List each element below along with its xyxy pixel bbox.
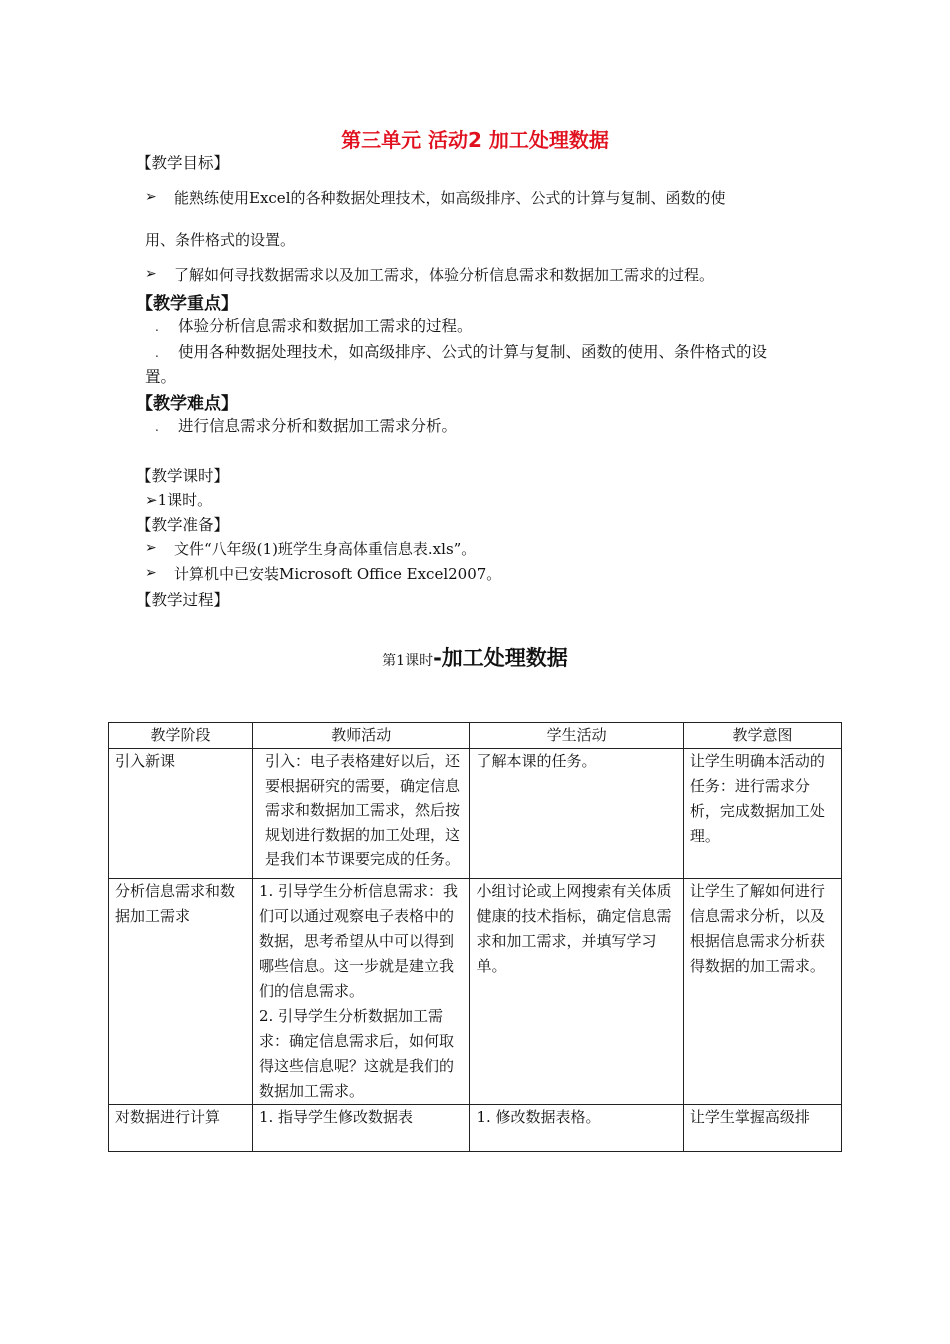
stage-cell: 对数据进行计算: [109, 1104, 253, 1151]
preparation-item-2: 计算机中已安装Microsoft Office Excel2007。: [174, 565, 502, 583]
lesson-title-main: -加工处理数据: [433, 646, 568, 670]
objective-item-2: 了解如何寻找数据需求以及加工需求，体验分析信息需求和数据加工需求的过程。: [174, 266, 715, 284]
key-points-heading: 【教学重点】: [136, 294, 238, 314]
objectives-heading: 【教学目标】: [136, 154, 230, 172]
column-header: 学生活动: [470, 723, 683, 749]
objective-item-1-line-2: 用、条件格式的设置。: [145, 231, 296, 249]
stage-cell: 分析信息需求和数据加工需求: [109, 878, 253, 1104]
hours-item: ➢1课时。: [145, 491, 213, 509]
teacher-activity-cell: [252, 878, 469, 1104]
list-marker: .: [155, 320, 159, 334]
teacher-activity-cell: 引入：电子表格建好以后，还要根据研究的需要，确定信息需求和数据加工需求，然后按规划进行数据的加工处理，这是我们本节课要完成的任务。: [252, 749, 469, 879]
document-title: 第三单元 活动2 加工处理数据: [341, 128, 609, 152]
list-marker: .: [155, 346, 159, 360]
bullet-icon: ➢: [145, 189, 157, 205]
preparation-item-1: 文件“八年级(1)班学生身高体重信息表.xls”。: [174, 540, 477, 558]
key-point-item-2-line-2: 置。: [145, 368, 177, 386]
key-point-item-2-line-1: 使用各种数据处理技术，如高级排序、公式的计算与复制、函数的使用、条件格式的设: [178, 343, 768, 361]
teacher-activity-paragraph: 1. 引导学生分析信息需求：我们可以通过观察电子表格中的数据，思考希望从中可以得到哪些信息。这一步就是建立我们的信息需求。: [258, 881, 459, 1000]
bullet-icon: ➢: [145, 266, 157, 282]
column-header: 教学阶段: [109, 723, 253, 749]
lesson-plan-table: [108, 722, 842, 1152]
objective-item-1-line-1: 能熟练使用Excel的各种数据处理技术，如高级排序、公式的计算与复制、函数的使: [174, 189, 726, 207]
table-header-row: [109, 723, 842, 749]
list-marker: .: [155, 420, 159, 434]
hours-heading: 【教学课时】: [136, 467, 230, 485]
stage-cell: 引入新课: [109, 749, 253, 879]
lesson-title: [0, 642, 950, 672]
bullet-icon: ➢: [145, 565, 157, 581]
preparation-heading: 【教学准备】: [136, 516, 230, 534]
table-row: [109, 878, 842, 1104]
lesson-title-prefix: 第1课时: [382, 653, 434, 669]
intent-cell: 让学生明确本活动的任务：进行需求分析，完成数据加工处理。: [683, 749, 841, 879]
intent-cell: 让学生掌握高级排: [683, 1104, 841, 1151]
student-activity-cell: 了解本课的任务。: [470, 749, 683, 879]
student-activity-cell: 小组讨论或上网搜索有关体质健康的技术指标，确定信息需求和加工需求，并填写学习单。: [470, 878, 683, 1104]
table-row: [109, 749, 842, 879]
column-header: 教师活动: [252, 723, 469, 749]
intent-cell: 让学生了解如何进行信息需求分析，以及根据信息需求分析获得数据的加工需求。: [683, 878, 841, 1104]
process-heading: 【教学过程】: [136, 591, 230, 609]
difficulties-heading: 【教学难点】: [136, 394, 238, 414]
bullet-icon: ➢: [145, 540, 157, 556]
student-activity-cell: 1. 修改数据表格。: [470, 1104, 683, 1151]
teacher-activity-paragraph: 2. 引导学生分析数据加工需求：确定信息需求后，如何取得这些信息呢？这就是我们的数据加工需求。: [258, 1006, 454, 1100]
difficulty-item-1: 进行信息需求分析和数据加工需求分析。: [178, 417, 458, 435]
column-header: 教学意图: [683, 723, 841, 749]
key-point-item-1: 体验分析信息需求和数据加工需求的过程。: [178, 317, 473, 335]
teacher-activity-cell: 1. 指导学生修改数据表: [252, 1104, 469, 1151]
table-row: [109, 1104, 842, 1151]
